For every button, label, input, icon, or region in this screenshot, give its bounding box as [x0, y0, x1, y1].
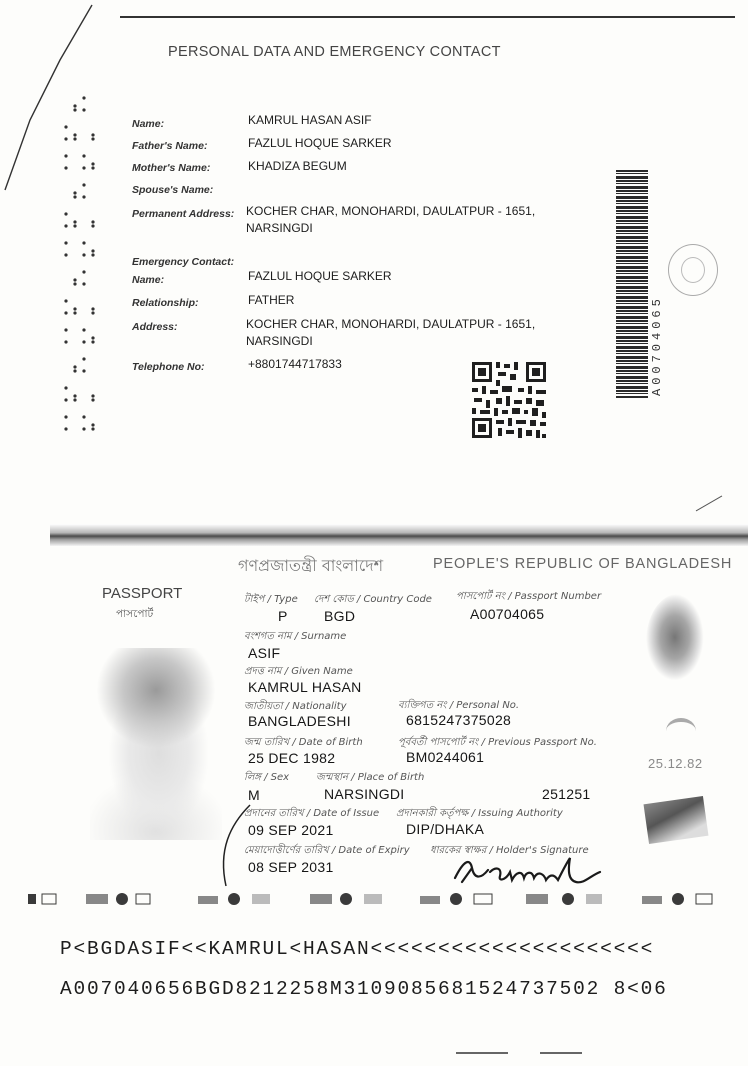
- telephone-value: +8801744717833: [248, 357, 342, 371]
- spouse-name-label: Spouse's Name:: [132, 184, 214, 196]
- qr-code-icon: [470, 360, 548, 440]
- nationality-value: BANGLADESHI: [248, 713, 351, 729]
- passport-number-value: A00704065: [470, 606, 545, 622]
- signature-stroke: [200, 800, 280, 890]
- relationship-value: FATHER: [248, 293, 295, 307]
- barcode: [616, 170, 648, 398]
- security-strip: [20, 888, 730, 910]
- surname-value: ASIF: [248, 645, 281, 661]
- holder-signature-label: ধারকের স্বাক্ষর / Holder's Signature: [430, 845, 589, 856]
- sex-value: M: [248, 787, 260, 803]
- father-name-value: FAZLUL HOQUE SARKER: [248, 136, 392, 150]
- emergency-address-line1: KOCHER CHAR, MONOHARDI, DAULATPUR - 1651,: [246, 317, 536, 331]
- ink-mark: [688, 482, 722, 512]
- place-of-birth-label: জন্মস্থান / Place of Birth: [316, 772, 425, 783]
- emergency-name-label: Name:: [132, 274, 165, 286]
- emergency-address-line2: NARSINGDI: [246, 334, 313, 348]
- dob-label: জন্ম তারিখ / Date of Birth: [244, 737, 363, 748]
- place-of-birth-value: NARSINGDI: [324, 786, 405, 802]
- date-of-issue-value: 09 SEP 2021: [248, 822, 334, 838]
- name-value: KAMRUL HASAN ASIF: [248, 113, 372, 127]
- scan-mark: [456, 1052, 508, 1054]
- mrz-line-2: A007040656BGD8212258M3109085681524737502 8<06: [60, 978, 668, 1000]
- perforated-number: [60, 92, 104, 452]
- country-name-bangla: গণপ্রজাতন্ত্রী বাংলাদেশ: [238, 556, 384, 575]
- document-title-bangla: পাসপোর্ট: [116, 608, 154, 620]
- emblem-icon: [666, 718, 696, 744]
- ghost-photo: [646, 594, 710, 690]
- issuing-authority-label: প্রদানকারী কর্তৃপক্ষ / Issuing Authority: [396, 808, 563, 819]
- permanent-address-line2: NARSINGDI: [246, 221, 313, 235]
- given-name-value: KAMRUL HASAN: [248, 679, 362, 695]
- country-code-label: দেশ কোড / Country Code: [314, 594, 432, 605]
- holder-signature: [450, 850, 610, 890]
- country-code-value: BGD: [324, 608, 356, 624]
- permanent-address-label: Permanent Address:: [132, 208, 235, 220]
- security-hologram: [644, 796, 709, 844]
- dob-value: 25 DEC 1982: [248, 750, 336, 766]
- code-value: 251251: [542, 786, 591, 802]
- mother-name-value: KHADIZA BEGUM: [248, 159, 347, 173]
- country-name-english: PEOPLE'S REPUBLIC OF BANGLADESH: [433, 556, 733, 572]
- sex-label: লিঙ্গ / Sex: [244, 772, 290, 783]
- date-of-expiry-label: মেয়াদোত্তীর্ণের তারিখ / Date of Expiry: [244, 845, 410, 856]
- name-label: Name:: [132, 118, 165, 130]
- mother-name-label: Mother's Name:: [132, 162, 211, 174]
- permanent-address-line1: KOCHER CHAR, MONOHARDI, DAULATPUR - 1651,: [246, 204, 536, 218]
- passport-number-label: পাসপোর্ট নং / Passport Number: [456, 591, 602, 602]
- date-of-issue-label: প্রদানের তারিখ / Date of Issue: [244, 808, 380, 819]
- type-value: P: [278, 608, 288, 624]
- relationship-label: Relationship:: [132, 297, 199, 309]
- nationality-label: জাতীয়তা / Nationality: [244, 701, 347, 712]
- previous-passport-value: BM0244061: [406, 749, 485, 765]
- document-title: PASSPORT: [102, 585, 183, 602]
- top-border-line: [120, 16, 735, 18]
- barcode-number: A00704065: [650, 295, 664, 396]
- page-title: PERSONAL DATA AND EMERGENCY CONTACT: [168, 44, 501, 60]
- issuing-authority-value: DIP/DHAKA: [406, 821, 485, 837]
- mrz-line-1: P<BGDASIF<<KAMRUL<HASAN<<<<<<<<<<<<<<<<<<<<<: [60, 938, 655, 960]
- personal-no-label: ব্যক্তিগত নং / Personal No.: [398, 700, 520, 711]
- scan-mark: [540, 1052, 582, 1054]
- emergency-address-label: Address:: [132, 321, 178, 333]
- ghost-date-of-birth: 25.12.82: [648, 756, 703, 771]
- previous-passport-label: পূর্ববর্তী পাসপোর্ট নং / Previous Passport No.: [398, 737, 597, 748]
- emblem-seal-icon: [668, 244, 718, 296]
- telephone-label: Telephone No:: [132, 361, 205, 373]
- father-name-label: Father's Name:: [132, 140, 208, 152]
- surname-label: বংশগত নাম / Surname: [244, 631, 347, 642]
- personal-no-value: 6815247375028: [406, 712, 512, 728]
- emergency-name-value: FAZLUL HOQUE SARKER: [248, 269, 392, 283]
- page-fold: [50, 524, 748, 546]
- date-of-expiry-value: 08 SEP 2031: [248, 859, 334, 875]
- emergency-heading: Emergency Contact:: [132, 256, 235, 268]
- given-name-label: প্রদত্ত নাম / Given Name: [244, 666, 353, 677]
- type-label: টাইপ / Type: [244, 594, 298, 605]
